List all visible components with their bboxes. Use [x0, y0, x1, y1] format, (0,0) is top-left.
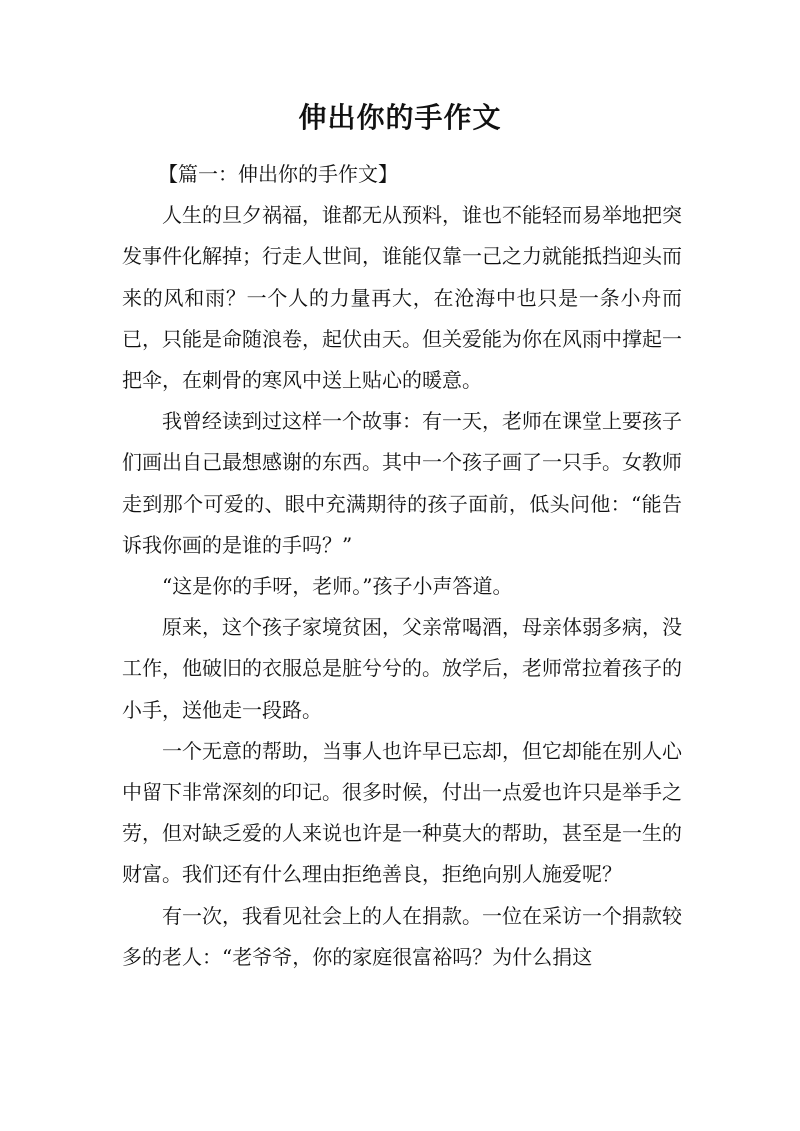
paragraph: 一个无意的帮助，当事人也许早已忘却，但它却能在别人心中留下非常深刻的印记。很多时候，付出一点爱也许只是举手之劳，但对缺乏爱的人来说也许是一种莫大的帮助，甚至是一生的财富。我们还有什么理由拒绝善良，拒绝向别人施爱呢？: [122, 738, 682, 887]
paragraph: 有一次，我看见社会上的人在捐款。一位在采访一个捐款较多的老人：“老爷爷，你的家庭很富裕吗？为什么捐这: [122, 903, 682, 969]
document-title: 伸出你的手作文: [298, 101, 502, 134]
paragraph: 原来，这个孩子家境贫困，父亲常喝酒，母亲体弱多病，没工作，他破旧的衣服总是脏兮兮的。放学后，老师常拉着孩子的小手，送他走一段路。: [122, 615, 682, 722]
paragraph: “这是你的手呀，老师。”孩子小声答道。: [162, 574, 513, 599]
paragraph: 人生的旦夕祸福，谁都无从预料，谁也不能轻而易举地把突发事件化解掉；行走人世间，谁能仅靠一己之力就能抵挡迎头而来的风和雨？一个人的力量再大，在沧海中也只是一条小舟而已，只能是命随浪卷，起伏由天。但关爱能为你在风雨中撑起一把伞，在刺骨的寒风中送上贴心的暖意。: [122, 203, 682, 393]
paragraph: 我曾经读到过这样一个故事：有一天，老师在课堂上要孩子们画出自己最想感谢的东西。其中一个孩子画了一只手。女教师走到那个可爱的、眼中充满期待的孩子面前，低头问他：“能告诉我你画的是谁的手吗？”: [122, 409, 682, 557]
section-heading: 【篇一：伸出你的手作文】: [158, 162, 398, 186]
document-body: [122, 154, 682, 978]
